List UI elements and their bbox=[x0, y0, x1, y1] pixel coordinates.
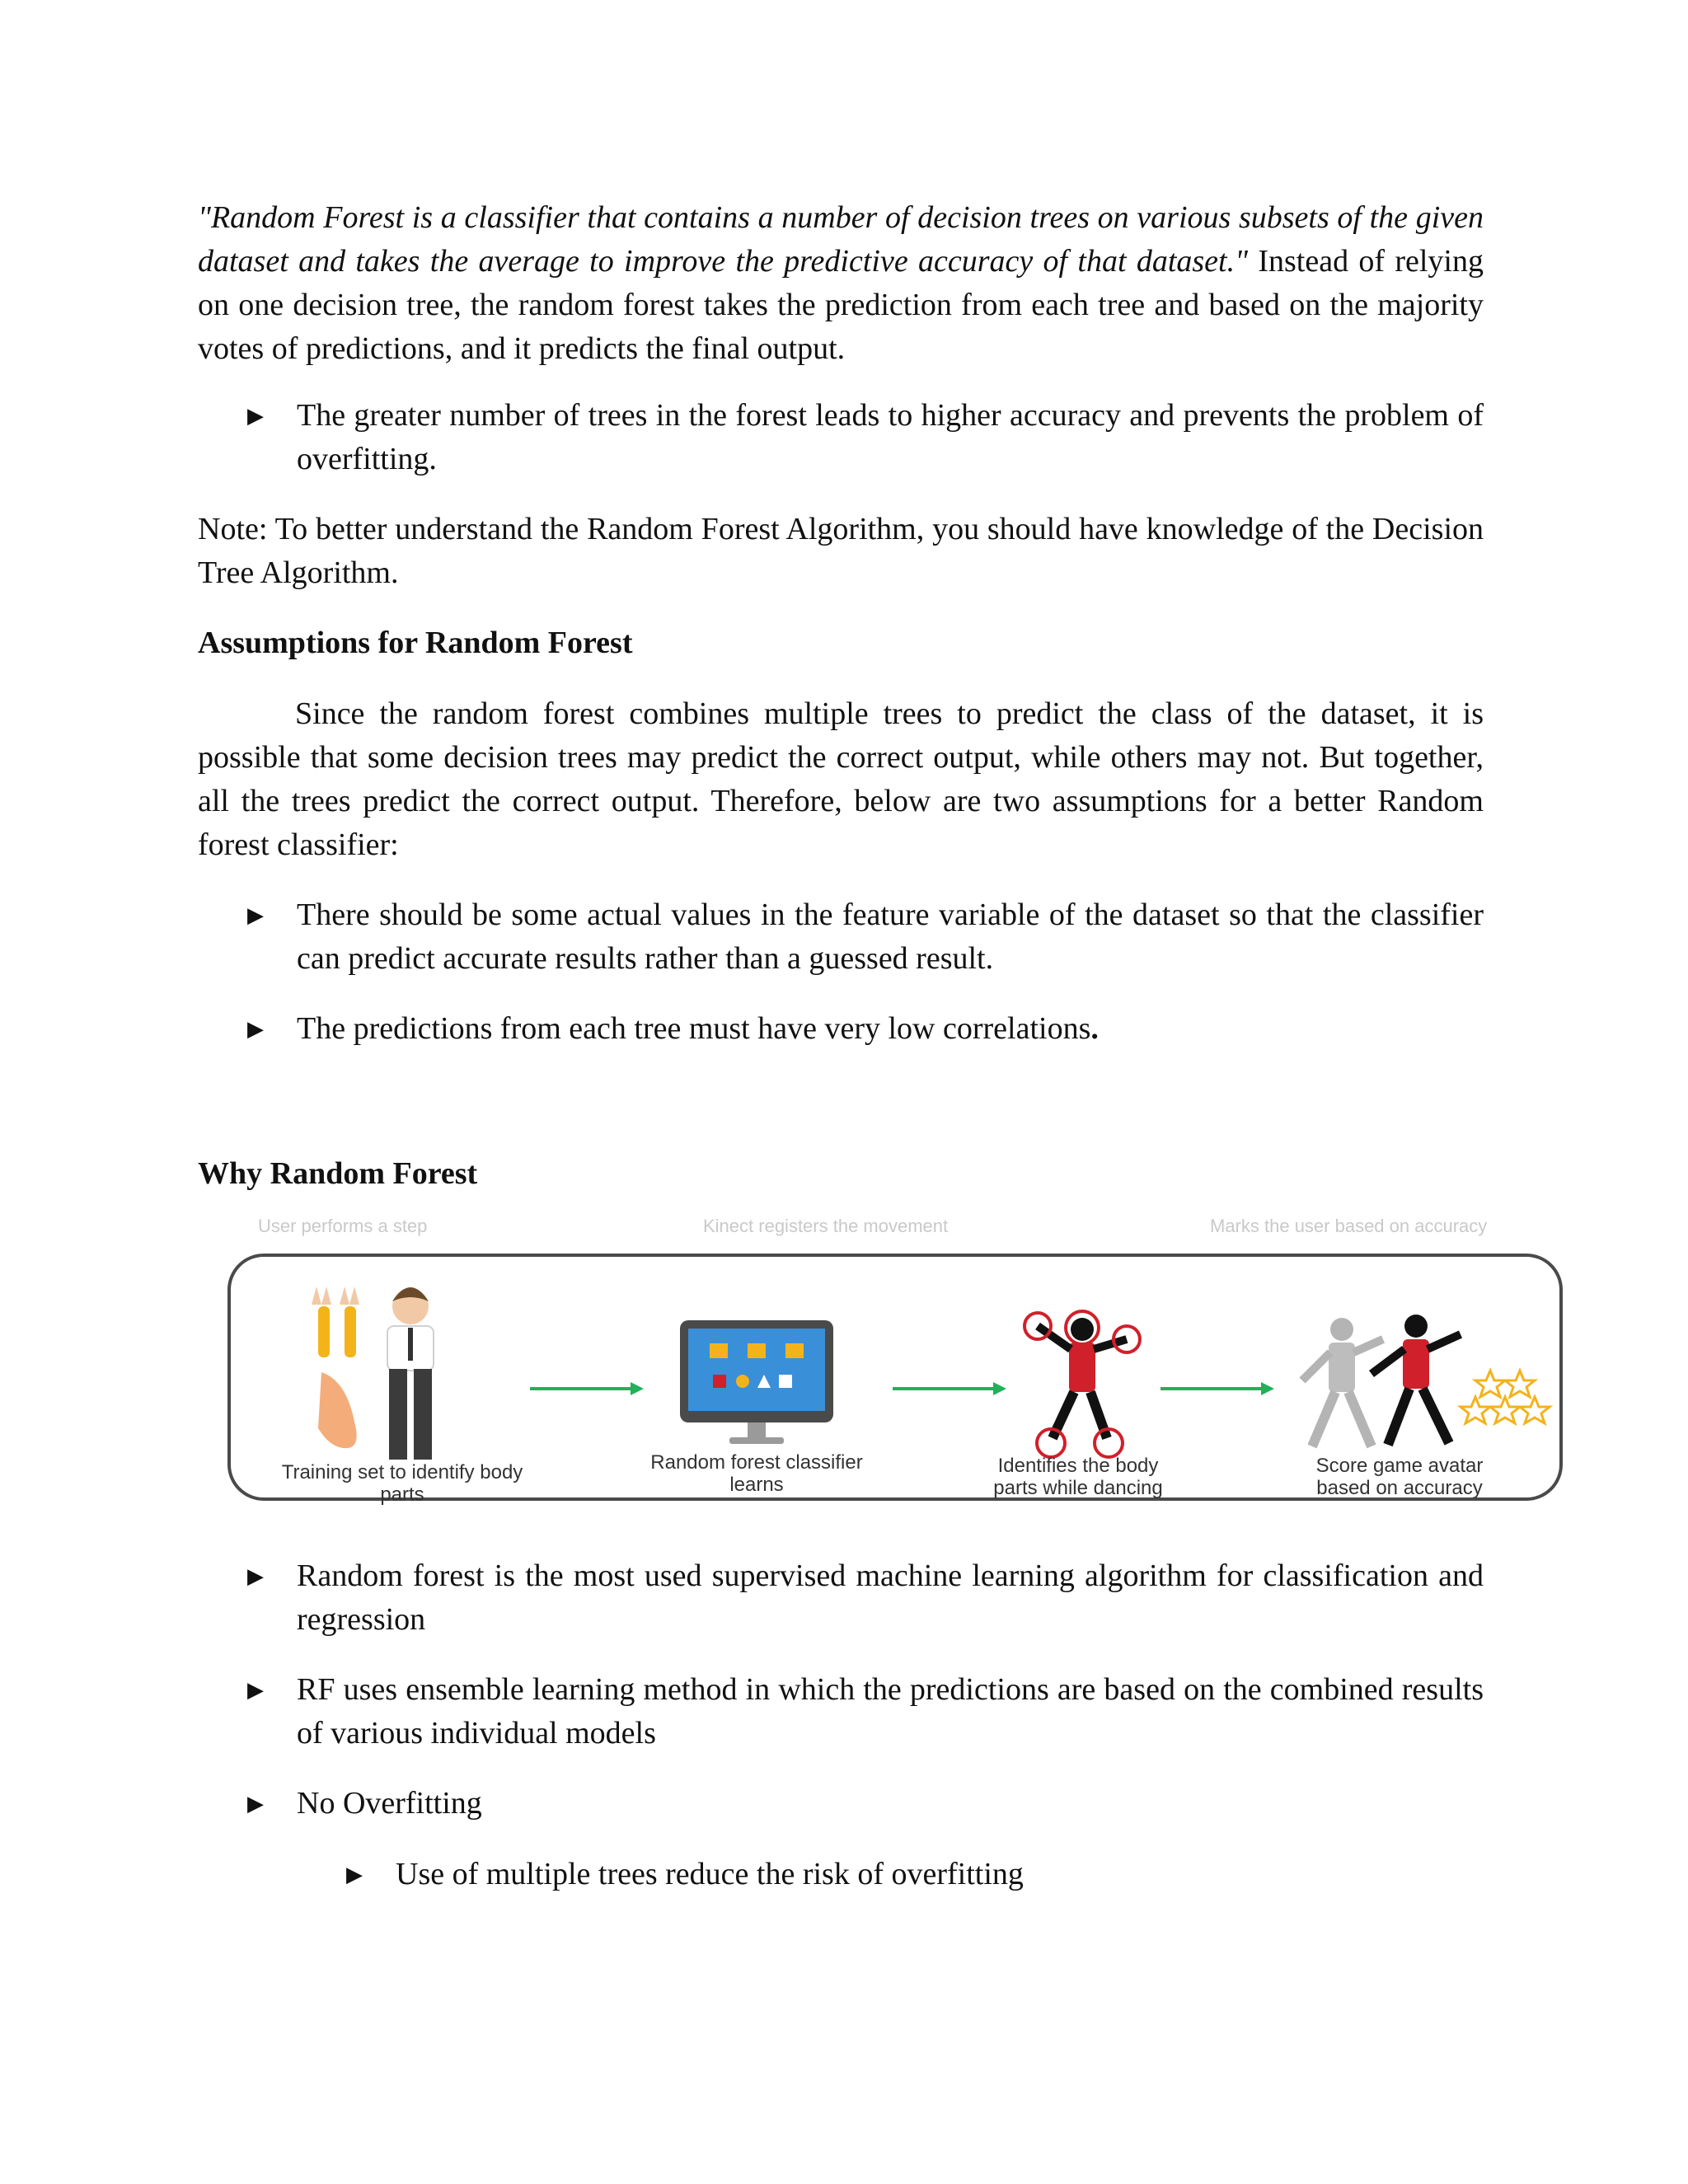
bullet-text: RF uses ensemble learning method in which the predictions are based on the combined results of various individual models bbox=[297, 1672, 1484, 1750]
assumption-bullet-1 bbox=[247, 893, 1484, 981]
kinect-diagram bbox=[221, 1216, 1573, 1545]
assumptions-heading: Assumptions for Random Forest bbox=[198, 626, 633, 660]
bullet-arrow-icon: ▶ bbox=[346, 1863, 363, 1886]
stage-label-line: parts while dancing bbox=[993, 1477, 1163, 1499]
bullet-trees bbox=[247, 394, 1484, 481]
bullet-text bbox=[297, 1007, 1484, 1051]
person-icon bbox=[387, 1287, 434, 1460]
bullet-arrow-icon: ▶ bbox=[247, 1017, 264, 1041]
intro-paragraph bbox=[198, 196, 1484, 371]
stage-label-identifies bbox=[946, 1455, 1210, 1499]
stage-label-classifier bbox=[625, 1451, 889, 1496]
foot-icon bbox=[318, 1372, 357, 1448]
bullet-arrow-icon: ▶ bbox=[247, 1792, 264, 1816]
monitor-icon bbox=[678, 1319, 835, 1451]
stage-label-line: based on accuracy bbox=[1316, 1477, 1483, 1499]
hands-icon bbox=[312, 1286, 359, 1357]
bullet-arrow-icon: ▶ bbox=[247, 1678, 264, 1702]
bullet-arrow-icon: ▶ bbox=[247, 903, 264, 927]
dancer-icon bbox=[1016, 1306, 1148, 1463]
bullet-text: Random forest is the most used supervised machine learning algorithm for classification and regression bbox=[297, 1558, 1484, 1637]
bullet-arrow-icon: ▶ bbox=[247, 1564, 264, 1588]
bullet-text-main: The predictions from each tree must have very low correlations bbox=[297, 1011, 1091, 1046]
arrow-right-icon bbox=[1160, 1379, 1276, 1399]
stage-label-line: Random forest classifier bbox=[650, 1451, 863, 1474]
caption-kinect: Kinect registers the movement bbox=[703, 1216, 949, 1236]
why-heading: Why Random Forest bbox=[198, 1156, 478, 1191]
stage-label-line: learns bbox=[729, 1474, 784, 1496]
bullet-text: Use of multiple trees reduce the risk of overfitting bbox=[396, 1857, 1024, 1891]
note-paragraph: Note: To better understand the Random Forest Algorithm, you should have knowledge of the Decision Tree Algorithm. bbox=[198, 512, 1484, 590]
assumption-bullet-2 bbox=[247, 1007, 1484, 1051]
why-bullet-1 bbox=[247, 1554, 1484, 1642]
stage-label-line: Score game avatar bbox=[1315, 1455, 1484, 1477]
game-avatar-icon bbox=[1372, 1315, 1461, 1445]
caption-marks: Marks the user based on accuracy bbox=[1210, 1216, 1488, 1236]
why-bullet-3 bbox=[247, 1782, 1484, 1825]
ghost-avatar-icon bbox=[1302, 1318, 1383, 1446]
bullet-arrow-icon: ▶ bbox=[247, 404, 264, 428]
stage-label-line: Training set to identify body bbox=[281, 1461, 523, 1483]
bullet-text: No Overfitting bbox=[297, 1786, 482, 1821]
arrow-right-icon bbox=[530, 1379, 645, 1399]
stage-label-line: parts bbox=[380, 1483, 424, 1506]
avatar-score-icon bbox=[1292, 1306, 1556, 1463]
why-bullet-2 bbox=[247, 1668, 1484, 1755]
why-sub-bullet bbox=[346, 1853, 1418, 1896]
arrow-right-icon bbox=[893, 1379, 1008, 1399]
stars-icon bbox=[1461, 1371, 1550, 1423]
assumptions-paragraph: Since the random forest combines multiple trees to predict the class of the dataset, it is possible that some decision trees may predict the correct output, while others may not. But together, all the trees predict the correct output. Therefore, below are two assumptions for a better Random forest classifier: bbox=[198, 696, 1484, 862]
bullet-text: The greater number of trees in the forest leads to higher accuracy and prevents the problem of overfitting. bbox=[297, 398, 1484, 476]
stage-label-score bbox=[1268, 1455, 1531, 1499]
training-illustration bbox=[303, 1273, 452, 1471]
intro-rest: Instead of relying on one decision tree, the random forest takes the prediction from each tree and based on the majority votes of predictions, and it predicts the final output. bbox=[198, 244, 1484, 366]
stage-label-line: Identifies the body bbox=[997, 1455, 1159, 1477]
bullet-period: . bbox=[1090, 1011, 1099, 1046]
caption-user-step: User performs a step bbox=[258, 1216, 428, 1236]
intro-quote: "Random Forest is a classifier that contains a number of decision trees on various subsets of the given dataset and takes the average to improve the predictive accuracy of that dataset." bbox=[198, 200, 1484, 279]
bullet-text: There should be some actual values in the feature variable of the dataset so that the classifier can predict accurate results rather than a guessed result. bbox=[297, 898, 1484, 976]
stage-label-training bbox=[237, 1461, 567, 1506]
